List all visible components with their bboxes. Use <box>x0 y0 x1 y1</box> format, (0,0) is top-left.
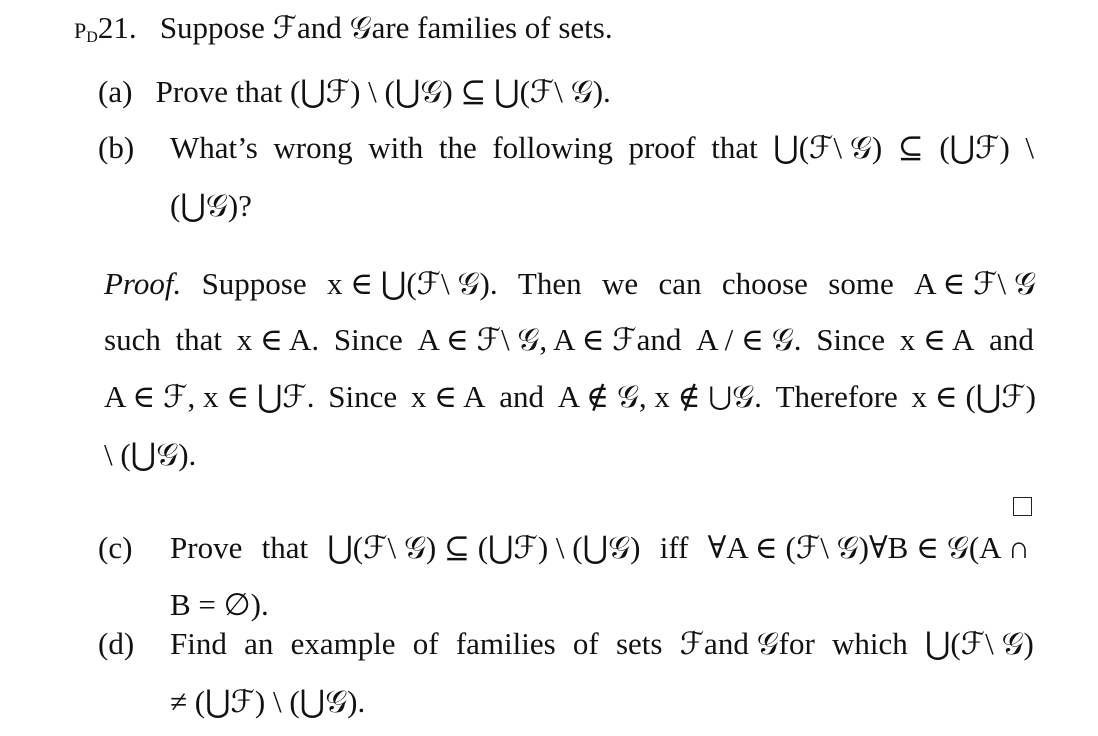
part-d-line1-word: ℱand 𝒢for <box>679 626 815 661</box>
part-b-line1-word: ⊆ <box>897 130 924 165</box>
proof-line3-word: A ∉ 𝒢, x ∉ ⋃𝒢. <box>557 379 762 414</box>
part-c-label: (c) <box>98 530 133 565</box>
part-b-line1-word: the <box>438 130 477 165</box>
part-b-line1-word: proof <box>628 130 696 165</box>
part-d-line2: ≠ (⋃ℱ) \ (⋃𝒢). <box>170 684 366 719</box>
part-d-line1 <box>170 628 1034 659</box>
proof-line2 <box>104 324 1034 355</box>
part-b-line1-word: ⋃(ℱ\ 𝒢) <box>773 130 883 165</box>
proof-line3-word: Therefore <box>775 379 898 414</box>
part-b-line2: (⋃𝒢)? <box>170 188 252 223</box>
proof-line3-word: A ∈ ℱ, x ∈ ⋃ℱ. <box>104 379 315 414</box>
part-d-line1-word: which <box>832 626 908 661</box>
proof-line1-word: Then <box>517 266 582 301</box>
proof-line3-word: x ∈ A <box>410 379 486 414</box>
proof-line3-word: x ∈ (⋃ℱ) <box>911 379 1036 414</box>
part-d-label: (d) <box>98 626 135 661</box>
part-c-line1-word: ⋃(ℱ\ 𝒢) ⊆ (⋃ℱ) \ (⋃𝒢) <box>327 530 641 565</box>
part-d-line1-word: example <box>290 626 396 661</box>
part-b-line1 <box>170 132 1034 163</box>
part-b-line1-word: that <box>711 130 758 165</box>
part-b-line1-word: What’s <box>170 130 258 165</box>
proof-line3-word: and <box>499 379 544 414</box>
proof-line2-word: and <box>989 322 1034 357</box>
problem-prefix: $P_D$ <box>74 18 98 46</box>
part-a <box>98 76 611 107</box>
part-b-line1-word: wrong <box>273 130 353 165</box>
problem-header <box>74 12 613 46</box>
proof-line2-word: A / ∈ 𝒢. <box>696 322 802 357</box>
part-d-line1-word: Find <box>170 626 227 661</box>
part-d-line1-word: ⋃(ℱ\ 𝒢) <box>925 626 1034 661</box>
proof-line2-word: Since <box>816 322 886 357</box>
part-c-line2: B = ∅). <box>170 587 269 622</box>
problem-number: 21. <box>97 10 137 45</box>
proof-line1-word: choose <box>721 266 808 301</box>
qed-box-icon <box>1013 497 1032 516</box>
part-d-line1-word: of <box>412 626 439 661</box>
part-c-line1-word: ∀A ∈ (ℱ\ 𝒢)∀B ∈ 𝒢(A ∩ <box>707 530 1030 565</box>
proof-line2-word: that <box>175 322 223 357</box>
proof-line1-word: x ∈ ⋃(ℱ\ 𝒢). <box>326 266 498 301</box>
proof-line1-word: A ∈ ℱ\ 𝒢 <box>914 266 1036 301</box>
proof-line3 <box>104 381 1036 412</box>
proof-line3-word: Since <box>328 379 398 414</box>
proof-line2-word: such <box>104 322 161 357</box>
part-c-line1-word: Prove <box>170 530 243 565</box>
part-c-line1-word: iff <box>659 530 689 565</box>
proof-line2-word: A ∈ ℱ\ 𝒢, A ∈ ℱand <box>417 322 682 357</box>
problem-statement: Suppose ℱand 𝒢are families of sets. <box>159 10 613 45</box>
proof-line2-word: x ∈ A. <box>236 322 320 357</box>
proof-line1-word: Suppose <box>201 266 307 301</box>
part-b-line1-word: (⋃ℱ) <box>939 130 1010 165</box>
proof-line1-word: Proof. <box>104 266 182 301</box>
proof-line1-word: some <box>828 266 894 301</box>
part-b-line1-word: following <box>492 130 613 165</box>
part-d-line1-word: an <box>244 626 274 661</box>
part-c-line1-word: that <box>261 530 309 565</box>
proof-line1-word: we <box>601 266 639 301</box>
proof-line2-word: x ∈ A <box>899 322 975 357</box>
part-a-label: (a) <box>98 74 133 109</box>
proof-line2-word: Since <box>333 322 403 357</box>
part-b-line1-word: \ <box>1025 130 1034 165</box>
part-a-text: Prove that (⋃ℱ) \ (⋃𝒢) ⊆ ⋃(ℱ\ 𝒢). <box>155 74 611 109</box>
part-d-line1-word: families <box>455 626 556 661</box>
proof-line4: \ (⋃𝒢). <box>104 437 197 472</box>
proof-line1 <box>104 268 1036 299</box>
part-b-label: (b) <box>98 130 135 165</box>
part-d-line1-word: sets <box>615 626 663 661</box>
part-b-line1-word: with <box>368 130 424 165</box>
part-c-line1 <box>170 532 1030 563</box>
proof-line1-word: can <box>658 266 702 301</box>
part-d-line1-word: of <box>572 626 599 661</box>
